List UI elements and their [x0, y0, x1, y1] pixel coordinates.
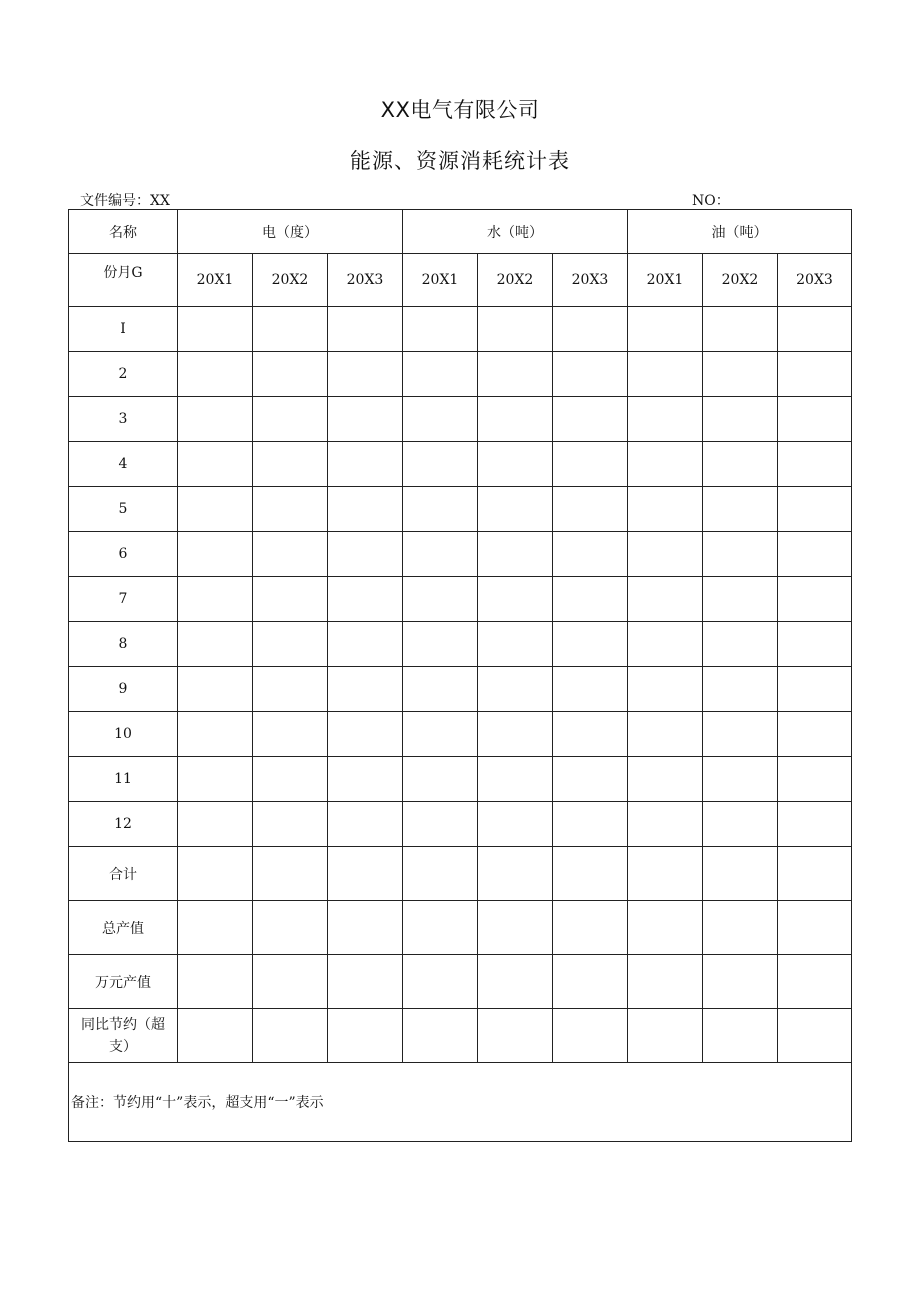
- data-cell: [328, 901, 403, 955]
- data-cell: [328, 622, 403, 667]
- data-cell: [178, 901, 253, 955]
- data-cell: [178, 397, 253, 442]
- data-cell: [778, 532, 852, 577]
- data-cell: [703, 802, 778, 847]
- month-row: [69, 802, 852, 847]
- month-row: [69, 487, 852, 532]
- data-cell: [178, 487, 253, 532]
- data-cell: [478, 622, 553, 667]
- data-cell: [178, 1009, 253, 1063]
- year-header: 20X3: [553, 254, 628, 307]
- month-row: [69, 397, 852, 442]
- data-cell: [253, 487, 328, 532]
- data-cell: [478, 847, 553, 901]
- data-cell: [328, 397, 403, 442]
- data-cell: [178, 352, 253, 397]
- data-cell: [628, 397, 703, 442]
- name-header: 名称: [69, 210, 178, 254]
- data-cell: [178, 577, 253, 622]
- data-cell: [628, 622, 703, 667]
- data-cell: [628, 802, 703, 847]
- month-row: [69, 532, 852, 577]
- data-cell: [778, 757, 852, 802]
- data-cell: [778, 712, 852, 757]
- row-label: 合计: [69, 847, 178, 901]
- data-cell: [628, 532, 703, 577]
- data-cell: [553, 577, 628, 622]
- data-cell: [478, 955, 553, 1009]
- data-cell: [403, 847, 478, 901]
- row-label: 12: [69, 802, 178, 847]
- data-cell: [778, 352, 852, 397]
- data-cell: [628, 487, 703, 532]
- data-cell: [778, 622, 852, 667]
- row-label: 2: [69, 352, 178, 397]
- data-cell: [553, 397, 628, 442]
- data-cell: [778, 847, 852, 901]
- data-cell: [553, 487, 628, 532]
- data-cell: [553, 622, 628, 667]
- group-header-water: 水（吨）: [403, 210, 628, 254]
- summary-row: [69, 901, 852, 955]
- data-cell: [703, 307, 778, 352]
- data-cell: [403, 955, 478, 1009]
- data-cell: [403, 577, 478, 622]
- data-cell: [253, 442, 328, 487]
- data-cell: [703, 442, 778, 487]
- group-header-electricity: 电（度）: [178, 210, 403, 254]
- data-cell: [328, 955, 403, 1009]
- data-cell: [628, 847, 703, 901]
- data-cell: [403, 901, 478, 955]
- data-cell: [553, 307, 628, 352]
- data-cell: [703, 532, 778, 577]
- company-title: XX电气有限公司: [380, 98, 540, 122]
- data-cell: [478, 667, 553, 712]
- data-cell: [328, 847, 403, 901]
- data-cell: [328, 487, 403, 532]
- data-cell: [628, 955, 703, 1009]
- data-cell: [478, 712, 553, 757]
- data-cell: [178, 802, 253, 847]
- data-cell: [628, 757, 703, 802]
- data-cell: [403, 487, 478, 532]
- data-cell: [178, 532, 253, 577]
- data-cell: [778, 955, 852, 1009]
- year-header: 20X3: [328, 254, 403, 307]
- data-cell: [778, 667, 852, 712]
- data-cell: [328, 577, 403, 622]
- data-cell: [253, 532, 328, 577]
- data-cell: [403, 802, 478, 847]
- data-cell: [178, 757, 253, 802]
- data-cell: [403, 442, 478, 487]
- data-cell: [178, 667, 253, 712]
- group-header-oil: 油（吨）: [628, 210, 852, 254]
- data-cell: [553, 442, 628, 487]
- data-cell: [553, 901, 628, 955]
- data-cell: [553, 802, 628, 847]
- data-cell: [478, 532, 553, 577]
- data-cell: [628, 667, 703, 712]
- year-header: 20X3: [778, 254, 852, 307]
- data-cell: [253, 307, 328, 352]
- year-header: 20X2: [478, 254, 553, 307]
- data-cell: [253, 577, 328, 622]
- month-row: [69, 712, 852, 757]
- summary-row: [69, 847, 852, 901]
- row-label: 3: [69, 397, 178, 442]
- row-label: I: [69, 307, 178, 352]
- data-cell: [703, 487, 778, 532]
- data-cell: [403, 352, 478, 397]
- year-header: 20X1: [628, 254, 703, 307]
- month-row: [69, 622, 852, 667]
- row-label: 11: [69, 757, 178, 802]
- data-cell: [328, 667, 403, 712]
- row-label: 同比节约（超支）: [69, 1009, 178, 1063]
- data-cell: [403, 712, 478, 757]
- data-cell: [403, 757, 478, 802]
- data-cell: [178, 847, 253, 901]
- data-cell: [253, 757, 328, 802]
- data-cell: [328, 307, 403, 352]
- data-cell: [253, 847, 328, 901]
- consumption-table: [68, 209, 852, 1142]
- data-cell: [253, 352, 328, 397]
- data-cell: [328, 442, 403, 487]
- row-label: 万元产值: [69, 955, 178, 1009]
- data-cell: [778, 442, 852, 487]
- month-row: [69, 307, 852, 352]
- year-header-row: [69, 254, 852, 307]
- data-cell: [403, 622, 478, 667]
- data-cell: [703, 577, 778, 622]
- note-row: [69, 1063, 852, 1142]
- month-row: [69, 667, 852, 712]
- month-row: [69, 442, 852, 487]
- data-cell: [478, 1009, 553, 1063]
- month-row: [69, 757, 852, 802]
- data-cell: [628, 901, 703, 955]
- data-cell: [253, 712, 328, 757]
- year-header: 20X2: [253, 254, 328, 307]
- data-cell: [703, 901, 778, 955]
- compare-row: [69, 1009, 852, 1063]
- data-cell: [703, 667, 778, 712]
- data-cell: [253, 802, 328, 847]
- row-label: 8: [69, 622, 178, 667]
- row-label: 6: [69, 532, 178, 577]
- data-cell: [253, 397, 328, 442]
- data-cell: [328, 757, 403, 802]
- data-cell: [478, 757, 553, 802]
- data-cell: [628, 442, 703, 487]
- data-cell: [403, 1009, 478, 1063]
- data-cell: [553, 532, 628, 577]
- note-text: 备注：节约用“十”表示，超支用“一”表示: [69, 1063, 852, 1142]
- data-cell: [703, 955, 778, 1009]
- data-cell: [778, 577, 852, 622]
- data-cell: [253, 1009, 328, 1063]
- data-cell: [253, 667, 328, 712]
- data-cell: [553, 667, 628, 712]
- year-header: 20X1: [403, 254, 478, 307]
- data-cell: [778, 307, 852, 352]
- data-cell: [328, 802, 403, 847]
- data-cell: [478, 352, 553, 397]
- month-header: 份月G: [69, 254, 178, 307]
- document-title: 能源、资源消耗统计表: [350, 149, 570, 173]
- data-cell: [778, 1009, 852, 1063]
- data-cell: [553, 757, 628, 802]
- data-cell: [703, 847, 778, 901]
- data-cell: [478, 487, 553, 532]
- data-cell: [478, 802, 553, 847]
- file-number: 文件编号：XX: [80, 193, 170, 209]
- year-header: 20X2: [703, 254, 778, 307]
- data-cell: [553, 955, 628, 1009]
- summary-row: [69, 955, 852, 1009]
- data-cell: [253, 901, 328, 955]
- data-cell: [178, 307, 253, 352]
- data-cell: [703, 397, 778, 442]
- year-header: 20X1: [178, 254, 253, 307]
- data-cell: [478, 397, 553, 442]
- row-label: 10: [69, 712, 178, 757]
- data-cell: [553, 1009, 628, 1063]
- data-cell: [178, 622, 253, 667]
- data-cell: [253, 955, 328, 1009]
- row-label: 9: [69, 667, 178, 712]
- data-cell: [328, 352, 403, 397]
- row-label: 5: [69, 487, 178, 532]
- data-cell: [628, 577, 703, 622]
- row-label: 总产值: [69, 901, 178, 955]
- data-cell: [628, 307, 703, 352]
- data-cell: [478, 901, 553, 955]
- data-cell: [403, 532, 478, 577]
- data-cell: [703, 712, 778, 757]
- data-cell: [478, 577, 553, 622]
- month-row: [69, 352, 852, 397]
- month-row: [69, 577, 852, 622]
- data-cell: [478, 307, 553, 352]
- data-cell: [328, 1009, 403, 1063]
- data-cell: [703, 757, 778, 802]
- data-cell: [178, 442, 253, 487]
- data-cell: [403, 307, 478, 352]
- data-cell: [403, 397, 478, 442]
- data-cell: [328, 712, 403, 757]
- data-cell: [178, 712, 253, 757]
- data-cell: [703, 1009, 778, 1063]
- data-cell: [703, 352, 778, 397]
- data-cell: [253, 622, 328, 667]
- data-cell: [778, 487, 852, 532]
- data-cell: [403, 667, 478, 712]
- number-label: NO：: [692, 193, 730, 209]
- row-label: 4: [69, 442, 178, 487]
- data-cell: [778, 397, 852, 442]
- group-header-row: [69, 210, 852, 254]
- data-cell: [628, 712, 703, 757]
- data-cell: [778, 901, 852, 955]
- data-cell: [553, 712, 628, 757]
- row-label: 7: [69, 577, 178, 622]
- data-cell: [478, 442, 553, 487]
- data-cell: [703, 622, 778, 667]
- data-cell: [778, 802, 852, 847]
- data-cell: [553, 352, 628, 397]
- data-cell: [553, 847, 628, 901]
- data-cell: [628, 352, 703, 397]
- data-cell: [628, 1009, 703, 1063]
- data-cell: [178, 955, 253, 1009]
- data-cell: [328, 532, 403, 577]
